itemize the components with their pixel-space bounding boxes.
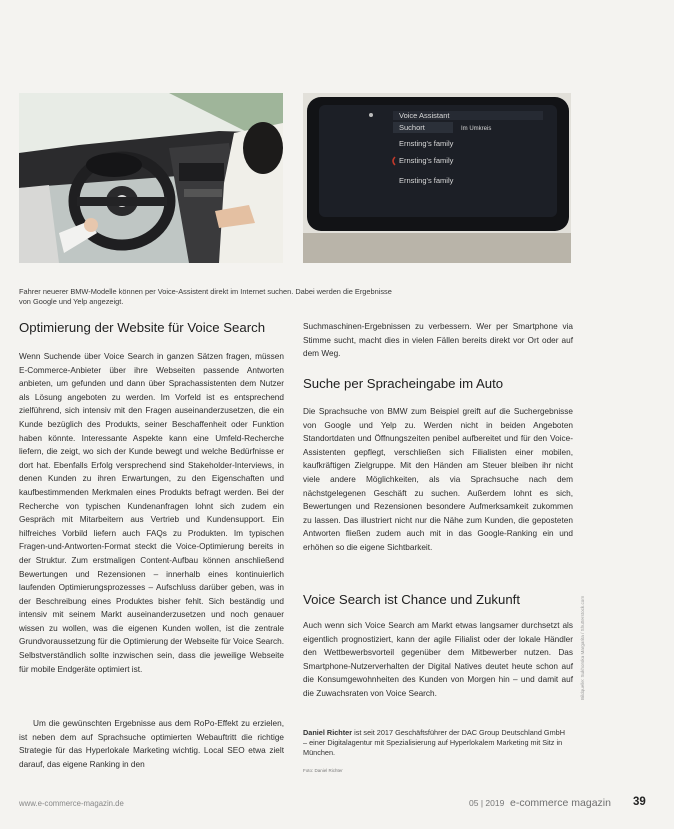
screen-item-2: Ernsting's family — [399, 139, 454, 148]
right-paragraph-2: Auch wenn sich Voice Search am Markt etwas langsamer durchsetzt als eigentlich prognostiziert, kann der agile Filialist oder der lokale Händler den Wettbewerbsvorteil gegenüber dem Mitbewerber nutzen. Das Smartphone-Nutzerverhalten der Digital Natives deutet heute schon auf die Konsumgewohnheiten des Kunden von Morgen hin – und damit auf die Zuwachsraten von Voice Search. — [303, 621, 573, 698]
screen-item-1: Suchort — [399, 123, 425, 132]
cockpit-photo — [19, 93, 283, 263]
right-paragraph-0: Suchmaschinen-Ergebnissen zu verbessern. Wer per Smartphone via Stimme sucht, macht dies in vielen Fällen bereits direkt vor Ort oder auf dem Weg. — [303, 322, 573, 359]
screen-illustration — [303, 93, 571, 263]
photo-caption: Fahrer neuerer BMW-Modelle können per Voice-Assistent direkt im Internet suchen. Dabei werden die Ergebnisse von Google und Yelp angezeigt. — [19, 287, 392, 306]
author-box — [303, 728, 565, 758]
screen-item-4: Ernsting's family — [399, 176, 454, 185]
image-source-credit: Bildquelle: Sukhorska Margarita / Shutterstock.com — [580, 595, 585, 700]
screen-item-secondary: Im Umkreis — [461, 126, 492, 132]
page-number: 39 — [633, 796, 646, 808]
heading-voice-search-car: Suche per Spracheingabe im Auto — [303, 376, 504, 391]
home-icon — [369, 113, 373, 117]
author-name: Daniel Richter — [303, 728, 353, 737]
screen-item-3: Ernsting's family — [399, 156, 454, 165]
left-paragraph-1: Wenn Suchende über Voice Search in ganzen Sätzen fragen, müssen E-Commerce-Anbieter über ihre Webseiten passende Antworten anbieten, um gefunden und dann über Sprachassistenten dem Nutzer als Lösung angeboten zu werden. Im Vorfeld ist es entsprechend zielführend, sich intensiv mit den Fragen auseinanderzusetzen, die ein Kunde bezüglich des Produkts, seiner Beschaffenheit oder Funktion haben könnte. Interessante Aspekte kann eine Umfeld-Recherche liefern, die zeigt, wo sich der Kunde bewegt und welche Bedürfnisse er dort hat. Ebenfalls Erfolg versprechend sind Stakeholder-Interviews, in denen Kunden zu ihren Erwartungen, zu den Eigenschaften und kaufbestimmenden Merkmalen eines Produkts befragt werden. Bei der Recherche von typischen Kundenanfragen lohnt sich zudem ein Gespräch mit Mitarbeitern aus Vertrieb und Kundensupport. Ein hilfreiches Vorbild liefern auch FAQs zu Produkten. Im typischen Fragen-und-Antworten-Format steckt die Voice-Optimierung bereits in der Struktur. Zum erstmaligen Content-Aufbau können anschließend Bewertungen und Rezensionen – innerhalb eines kontinuierlich laufenden Optimierungsprozesses – Aufschluss darüber geben, was in der Beschreibung eines Produktes bisher fehlt. Sich beständig und intensiv mit seinem Markt auseinanderzusetzen und noch genauer wissen zu wollen, was die eigenen Kunden wollen, ist die zentrale Grundvoraussetzung für die Optimierung der Webseite für Voice Search. Selbstverständlich sollte inzwischen sein, dass die jeweilige Webseite für mobile Endgeräte optimiert ist. — [19, 352, 284, 674]
screen-header: Voice Assistant — [399, 111, 450, 120]
left-paragraph-2: Um die gewünschten Ergebnisse aus dem RoPo-Effekt zu erzielen, ist neben dem auf Sprachsuche optimierten Webauftritt die richtige Strategie für das Hyperlokale Marketing wichtig. Local SEO etwa zielt darauf, das eigene Ranking in den — [19, 719, 284, 769]
footer-issue: 05 | 2019 — [469, 798, 505, 808]
cockpit-illustration — [19, 93, 283, 263]
right-paragraph-1: Die Sprachsuche von BMW zum Beispiel greift auf die Suchergebnisse von Google und Yelp zu. Werden nicht in beiden Angeboten Standortdaten und Öffnungszeiten penibel aufbereitet und für den Voice-Assistenten gepflegt, verschließen sich Filialisten einer mobilen, kaufkräftigen Zielgruppe. Mit den Händen am Steuer bleiben ihr nicht viele andere Möglichkeiten, als via Sprachsuche nach dem nächstgelegenen Geschäft zu suchen. Außerdem lohnt es sich, Bewertungen und Rezensionen besondere Aufmerksamkeit zukommen zu lassen. Das illustriert nicht nur die Nähe zum Kunden, die geposteten Antworten fließen zudem auch mit in das Google-Ranking ein und erhöhen so die eigene Sichtbarkeit. — [303, 407, 573, 552]
author-photo-credit: Foto: Daniel Richter — [303, 768, 343, 773]
heading-website-optimization: Optimierung der Website für Voice Search — [19, 320, 266, 335]
infotainment-photo — [303, 93, 571, 263]
footer-magazine-name: e-commerce magazin — [510, 797, 611, 809]
footer-url: www.e-commerce-magazin.de — [19, 799, 124, 808]
heading-chance-future: Voice Search ist Chance und Zukunft — [303, 592, 520, 607]
author-bio: ist seit 2017 Geschäftsführer der DAC Group Deutschland GmbH – einer Digitalagentur mit Spezialisierung auf Hyperlokalem Marketing mit Sitz in München. — [303, 728, 565, 757]
